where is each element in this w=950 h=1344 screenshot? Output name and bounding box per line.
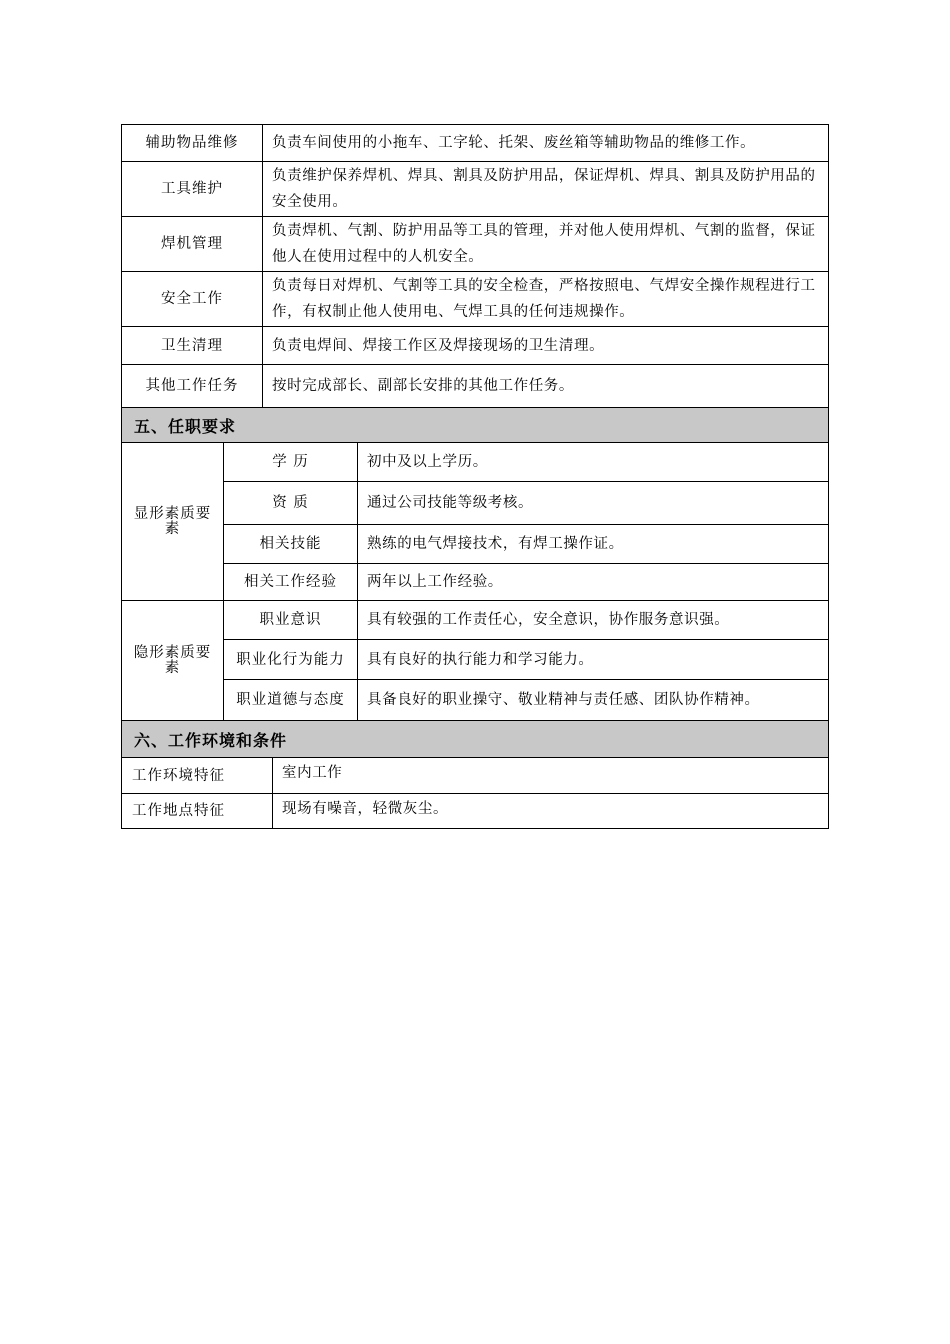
requirement-row	[224, 443, 828, 481]
group-body	[224, 601, 828, 720]
environment-row	[122, 757, 828, 793]
duty-text: 负责焊机、气割、防护用品等工具的管理，并对他人使用焊机、气割的监督，保证他人在使用过程中的人机安全。	[272, 223, 816, 265]
requirement-row	[224, 563, 828, 600]
requirement-text: 初中及以上学历。	[367, 454, 488, 470]
environment-row	[122, 793, 828, 828]
environment-text: 现场有噪音，轻微灰尘。	[282, 801, 449, 817]
requirement-row	[224, 524, 828, 563]
requirement-name: 相关工作经验	[224, 564, 358, 600]
duty-name: 焊机管理	[122, 217, 263, 271]
duty-row	[122, 364, 828, 407]
requirement-text: 两年以上工作经验。	[367, 574, 503, 590]
duty-name: 卫生清理	[122, 327, 263, 364]
requirement-name: 职业意识	[224, 601, 358, 639]
environment-name: 工作环境特征	[122, 758, 273, 793]
duty-name: 工具维护	[122, 162, 263, 216]
group-body	[224, 443, 828, 600]
requirement-row	[224, 639, 828, 679]
job-description-table	[121, 124, 829, 829]
duty-text: 负责电焊间、焊接工作区及焊接现场的卫生清理。	[272, 337, 605, 354]
duty-row	[122, 161, 828, 216]
requirement-name: 学 历	[224, 443, 358, 481]
explicit-qualities-group	[122, 442, 828, 600]
requirement-row	[224, 601, 828, 639]
group-label: 显形素质要素	[122, 443, 224, 600]
requirement-text: 熟练的电气焊接技术，有焊工操作证。	[367, 536, 624, 552]
duty-row	[122, 326, 828, 364]
requirement-row	[224, 679, 828, 720]
requirement-text: 具有良好的执行能力和学习能力。	[367, 651, 594, 668]
requirement-row	[224, 481, 828, 524]
requirement-text: 通过公司技能等级考核。	[367, 495, 534, 511]
duty-row	[122, 271, 828, 326]
group-label: 隐形素质要素	[122, 601, 224, 720]
section-header-environment: 六、工作环境和条件	[122, 720, 828, 757]
duty-text: 负责维护保养焊机、焊具、割具及防护用品，保证焊机、焊具、割具及防护用品的安全使用。	[272, 168, 816, 210]
requirement-text: 具备良好的职业操守、敬业精神与责任感、团队协作精神。	[367, 692, 760, 708]
requirement-text: 具有较强的工作责任心，安全意识，协作服务意识强。	[367, 612, 730, 628]
environment-name: 工作地点特征	[122, 794, 273, 828]
environment-text: 室内工作	[282, 765, 343, 781]
requirement-name: 职业道德与态度	[224, 680, 358, 720]
duty-text: 负责车间使用的小拖车、工字轮、托架、废丝箱等辅助物品的维修工作。	[272, 135, 756, 151]
requirement-name: 职业化行为能力	[224, 640, 358, 679]
duty-name: 其他工作任务	[122, 365, 263, 407]
duty-row	[122, 125, 828, 161]
duty-text: 负责每日对焊机、气割等工具的安全检查，严格按照电、气焊安全操作规程进行工作，有权制止他人使用电、气焊工具的任何违规操作。	[272, 278, 816, 320]
duty-text: 按时完成部长、副部长安排的其他工作任务。	[272, 378, 574, 394]
duty-row	[122, 216, 828, 271]
implicit-qualities-group	[122, 600, 828, 720]
requirement-name: 相关技能	[224, 525, 358, 563]
duty-name: 安全工作	[122, 272, 263, 326]
duty-name: 辅助物品维修	[122, 125, 263, 161]
requirement-name: 资 质	[224, 482, 358, 524]
section-header-requirements: 五、任职要求	[122, 407, 828, 442]
